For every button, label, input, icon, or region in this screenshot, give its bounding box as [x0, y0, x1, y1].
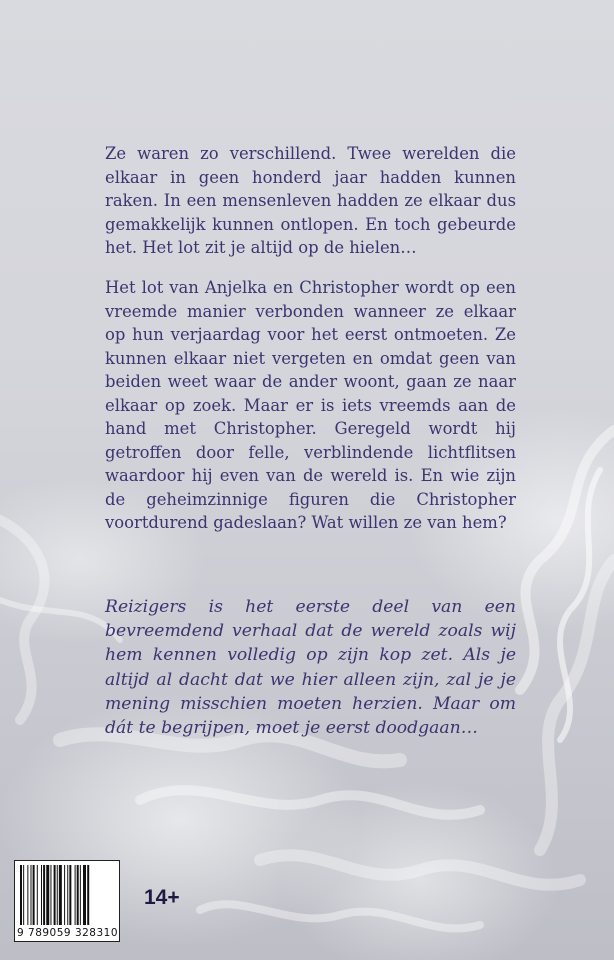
blurb-paragraph-1	[105, 142, 516, 260]
age-rating-badge: 14+	[144, 886, 180, 909]
isbn-barcode	[14, 860, 120, 942]
blurb-text-1: Ze waren zo verschillend. Twee werelden die elkaar in geen honderd jaar hadden kunnen raken. In een mensenleven hadden ze elkaar dus gemakkelijk kunnen ontlopen. En toch gebeurde het. Het lot zit je altijd op de hielen…	[105, 144, 516, 257]
barcode-digits: 9 789059 328310	[17, 927, 119, 939]
barcode-bars	[19, 865, 115, 925]
blurb-text-3: Reizigers is het eerste deel van een bevreemdend verhaal dat de wereld zoals wij hem kennen volledig op zijn kop zet. Als je altijd al dacht dat we hier alleen zijn, zal je je mening misschien moeten herzien. Maar om dát te begrijpen, moet je eerst doodgaan…	[105, 597, 516, 739]
blurb-text-2: Het lot van Anjelka en Christopher wordt op een vreemde manier verbonden wanneer ze elkaar op hun verjaardag voor het eerst ontmoeten. Ze kunnen elkaar niet vergeten en omdat geen van beiden weet waar de ander woont, gaan ze naar elkaar op zoek. Maar er is iets vreemds aan de hand met Christopher. Geregeld wordt hij getroffen door felle, verblindende lichtflitsen waardoor hij even van de wereld is. En wie zijn de geheimzinnige figuren die Christopher voortdurend gadeslaan? Wat willen ze van hem?	[105, 278, 516, 532]
blurb-paragraph-2	[105, 276, 516, 535]
blurb-paragraph-3	[105, 595, 516, 740]
